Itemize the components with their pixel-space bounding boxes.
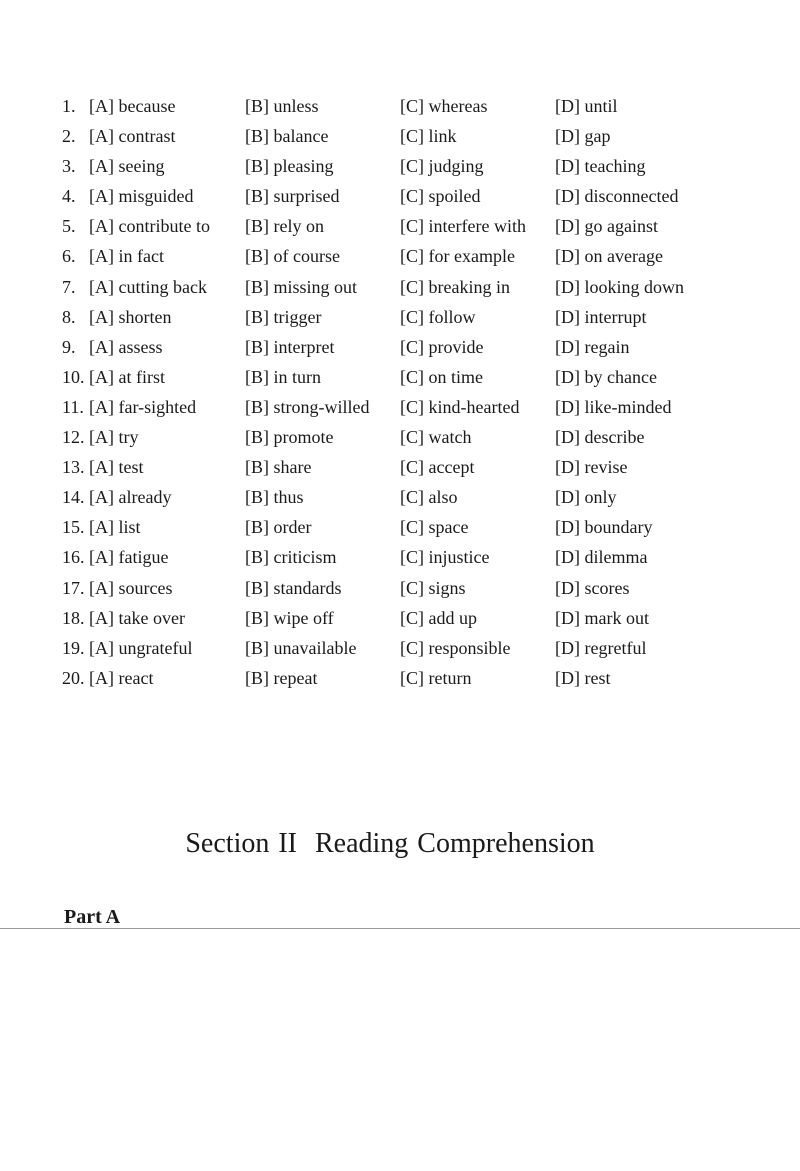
option-a: [A] test (89, 457, 144, 478)
option-b: [B] wipe off (245, 607, 334, 628)
question-row (62, 512, 762, 542)
question-options-list (62, 91, 762, 693)
question-number: 2. (62, 126, 76, 147)
option-d: [D] only (555, 487, 617, 508)
option-b: [B] order (245, 517, 312, 538)
question-number: 3. (62, 156, 76, 177)
question-number: 13. (62, 457, 85, 478)
option-a: [A] sources (89, 577, 173, 598)
option-c: [C] signs (400, 577, 466, 598)
option-c: [C] accept (400, 457, 475, 478)
option-b: [B] balance (245, 126, 329, 147)
option-d: [D] looking down (555, 276, 684, 297)
option-a: [A] cutting back (89, 276, 207, 297)
option-b: [B] unavailable (245, 637, 357, 658)
option-c: [C] follow (400, 306, 476, 327)
option-d: [D] regain (555, 336, 630, 357)
question-number: 19. (62, 637, 85, 658)
section-number: Section II (185, 828, 297, 859)
question-number: 18. (62, 607, 85, 628)
option-d: [D] disconnected (555, 186, 679, 207)
section-heading (0, 826, 780, 862)
option-d: [D] like-minded (555, 396, 672, 417)
option-a: [A] at first (89, 366, 165, 387)
option-a: [A] already (89, 487, 172, 508)
question-number: 16. (62, 547, 85, 568)
option-c: [C] provide (400, 336, 484, 357)
question-row (62, 542, 762, 572)
question-number: 15. (62, 517, 85, 538)
option-b: [B] interpret (245, 336, 335, 357)
section-title-text: Reading Comprehension (315, 828, 595, 859)
part-heading: Part A (64, 906, 121, 928)
option-d: [D] go against (555, 216, 658, 237)
option-d: [D] by chance (555, 366, 657, 387)
option-a: [A] fatigue (89, 547, 169, 568)
question-row (62, 603, 762, 633)
question-number: 5. (62, 216, 76, 237)
option-b: [B] repeat (245, 667, 318, 688)
option-c: [C] return (400, 667, 472, 688)
option-a: [A] take over (89, 607, 185, 628)
option-b: [B] missing out (245, 276, 358, 297)
option-b: [B] thus (245, 487, 304, 508)
option-c: [C] on time (400, 366, 483, 387)
question-number: 6. (62, 246, 76, 267)
option-c: [C] whereas (400, 96, 488, 116)
option-b: [B] rely on (245, 216, 324, 237)
option-d: [D] revise (555, 457, 628, 478)
option-b: [B] pleasing (245, 156, 334, 177)
question-number: 7. (62, 276, 76, 297)
option-c: [C] kind-hearted (400, 396, 520, 417)
option-a: [A] seeing (89, 156, 165, 177)
question-row (62, 362, 762, 392)
option-b: [B] strong-willed (245, 396, 370, 417)
option-d: [D] mark out (555, 607, 649, 628)
option-d: [D] interrupt (555, 306, 647, 327)
option-a: [A] ungrateful (89, 637, 193, 658)
option-d: [D] until (555, 96, 618, 116)
question-number: 17. (62, 577, 85, 598)
option-d: [D] teaching (555, 156, 646, 177)
option-c: [C] add up (400, 607, 477, 628)
option-d: [D] scores (555, 577, 630, 598)
option-c: [C] breaking in (400, 276, 510, 297)
option-b: [B] trigger (245, 306, 322, 327)
question-row (62, 392, 762, 422)
question-row (62, 151, 762, 181)
question-row (62, 663, 762, 693)
question-row (62, 633, 762, 663)
question-row (62, 121, 762, 151)
option-b: [B] share (245, 457, 312, 478)
question-row (62, 482, 762, 512)
question-row (62, 241, 762, 271)
option-b: [B] unless (245, 96, 319, 116)
option-c: [C] also (400, 487, 458, 508)
option-b: [B] promote (245, 427, 334, 448)
option-a: [A] because (89, 96, 176, 116)
question-number: 20. (62, 667, 85, 688)
option-d: [D] rest (555, 667, 611, 688)
question-row (62, 302, 762, 332)
option-c: [C] interfere with (400, 216, 526, 237)
question-row (62, 332, 762, 362)
question-row (62, 573, 762, 603)
option-b: [B] in turn (245, 366, 321, 387)
option-a: [A] contrast (89, 126, 176, 147)
question-number: 14. (62, 487, 85, 508)
option-c: [C] responsible (400, 637, 511, 658)
question-number: 8. (62, 306, 76, 327)
horizontal-divider (0, 928, 800, 929)
option-a: [A] shorten (89, 306, 172, 327)
question-number: 12. (62, 427, 85, 448)
option-a: [A] list (89, 517, 141, 538)
option-d: [D] gap (555, 126, 611, 147)
option-c: [C] for example (400, 246, 515, 267)
option-c: [C] space (400, 517, 469, 538)
option-b: [B] surprised (245, 186, 340, 207)
question-number: 10. (62, 366, 85, 387)
option-a: [A] contribute to (89, 216, 210, 237)
option-a: [A] assess (89, 336, 163, 357)
option-a: [A] misguided (89, 186, 194, 207)
question-number: 1. (62, 96, 76, 116)
question-row (62, 422, 762, 452)
option-d: [D] describe (555, 427, 645, 448)
option-a: [A] far-sighted (89, 396, 197, 417)
option-c: [C] judging (400, 156, 484, 177)
option-b: [B] of course (245, 246, 340, 267)
question-number: 9. (62, 336, 76, 357)
option-a: [A] try (89, 427, 139, 448)
option-a: [A] in fact (89, 246, 164, 267)
option-c: [C] spoiled (400, 186, 481, 207)
question-row (62, 211, 762, 241)
option-d: [D] dilemma (555, 547, 648, 568)
question-row (62, 181, 762, 211)
option-c: [C] link (400, 126, 457, 147)
option-c: [C] injustice (400, 547, 490, 568)
option-b: [B] standards (245, 577, 342, 598)
option-b: [B] criticism (245, 547, 337, 568)
option-a: [A] react (89, 667, 154, 688)
option-d: [D] regretful (555, 637, 647, 658)
question-row (62, 91, 762, 121)
question-row (62, 452, 762, 482)
question-number: 11. (62, 396, 84, 417)
question-number: 4. (62, 186, 76, 207)
question-row (62, 272, 762, 302)
option-d: [D] on average (555, 246, 663, 267)
option-c: [C] watch (400, 427, 472, 448)
option-d: [D] boundary (555, 517, 653, 538)
